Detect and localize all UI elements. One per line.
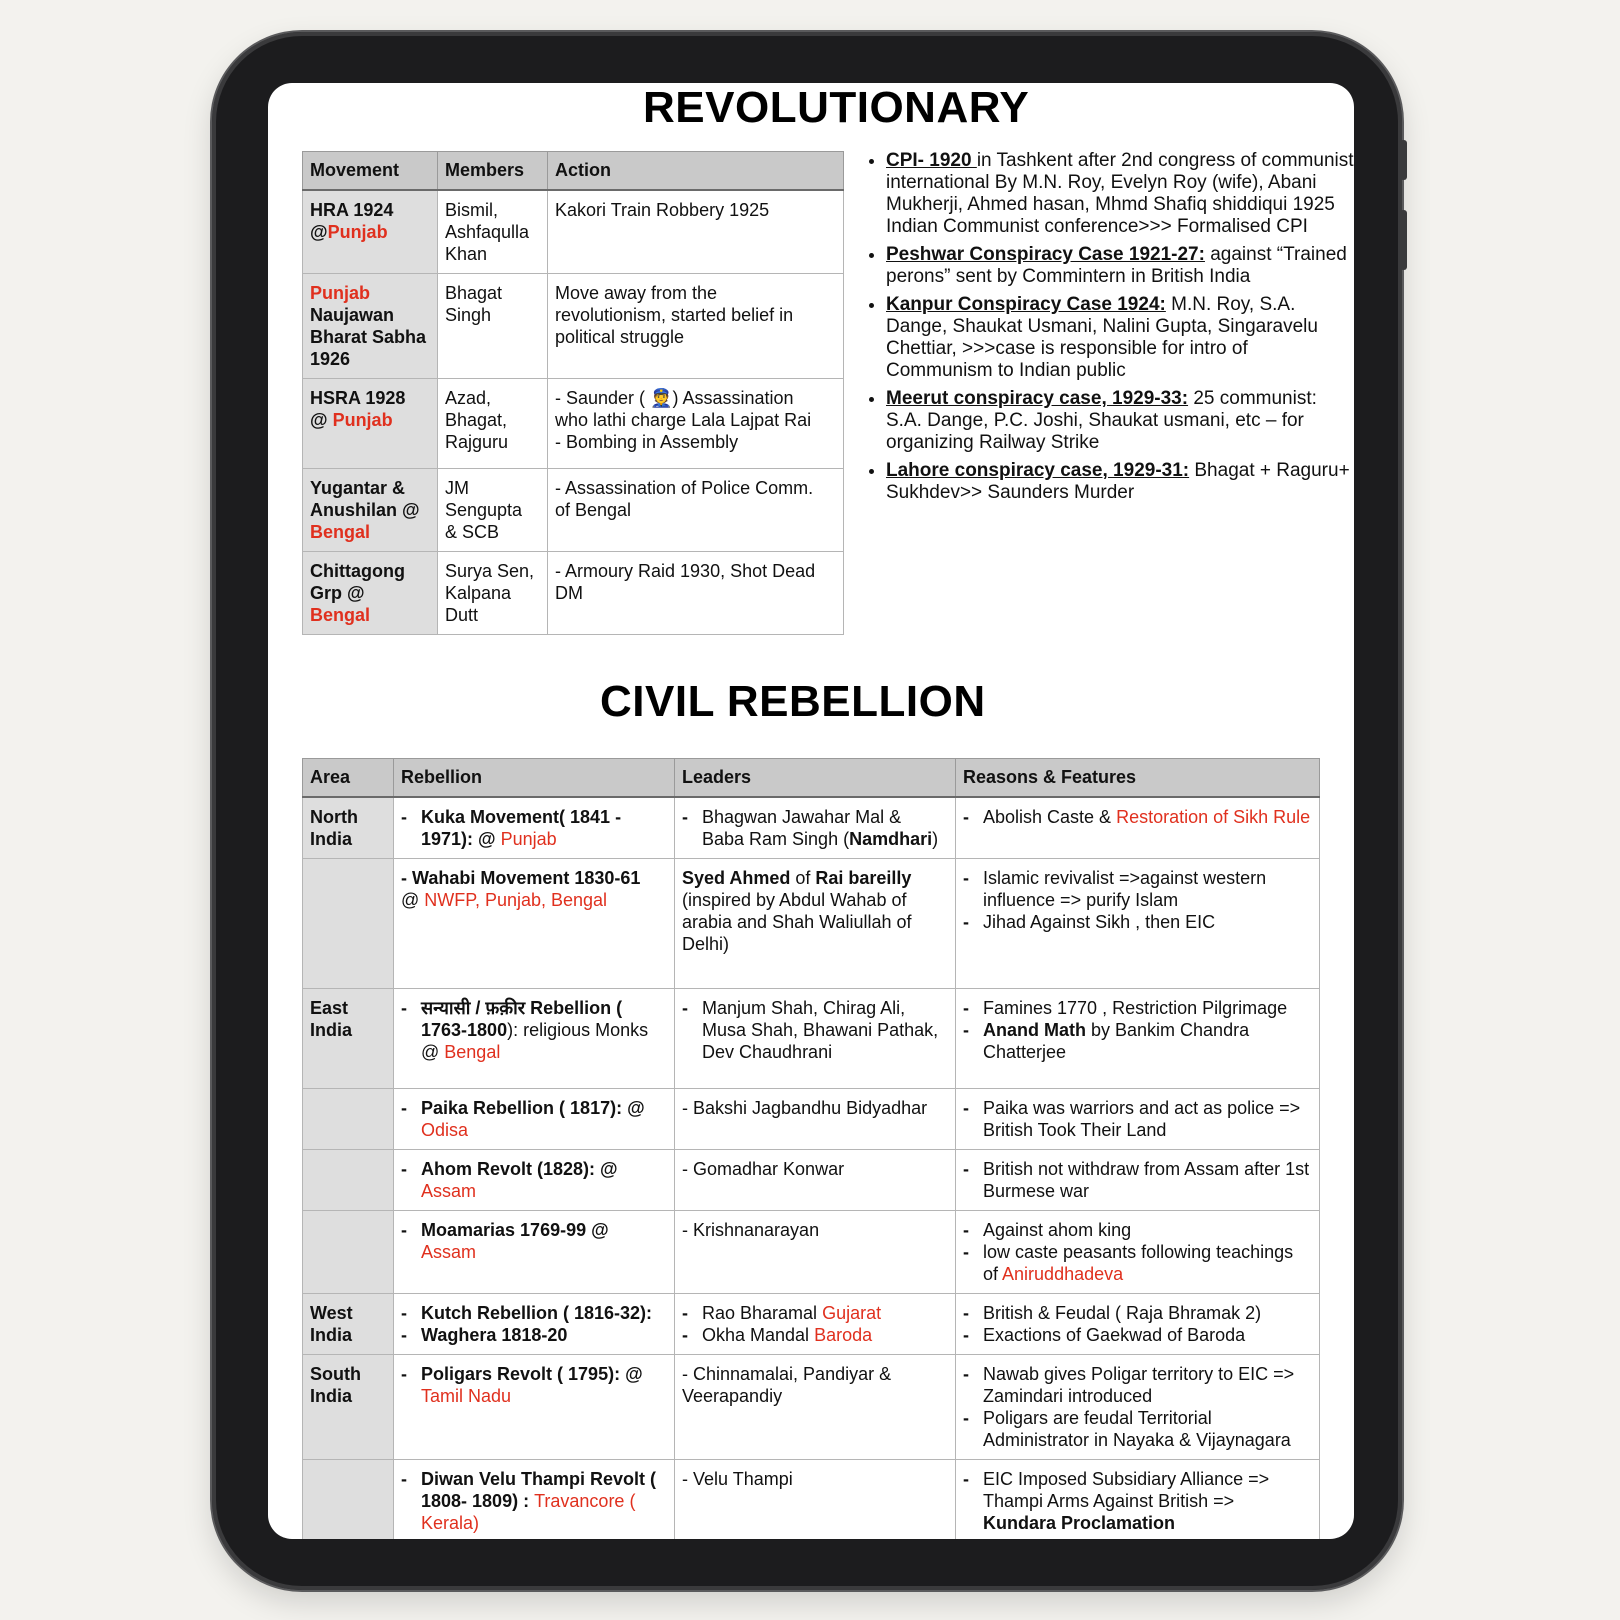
table-row xyxy=(303,1211,1320,1294)
civil-reasons-cell: - Paika was warriors and act as police => British Took Their Land xyxy=(956,1089,1320,1150)
rev-action-cell: - Saunder ( 👮) Assassination who lathi charge Lala Lajpat Rai - Bombing in Assembly xyxy=(548,379,844,469)
rev-action-cell: Kakori Train Robbery 1925 xyxy=(548,190,844,274)
civil-leaders-cell: - Gomadhar Konwar xyxy=(675,1150,956,1211)
table-row xyxy=(303,469,844,552)
rev-members-cell: Bhagat Singh xyxy=(438,274,548,379)
civil-leaders-cell: - Velu Thampi xyxy=(675,1460,956,1540)
table-row xyxy=(303,190,844,274)
civil-leaders-cell: - Bhagwan Jawahar Mal & Baba Ram Singh (Namdhari) xyxy=(675,797,956,859)
civil-header-area: Area xyxy=(303,759,394,798)
civil-rebellion-cell: - Kuka Movement( 1841 - 1971): @ Punjab xyxy=(394,797,675,859)
list-item: • CPI- 1920 in Tashkent after 2nd congress of communist international By M.N. Roy, Evelyn Roy (wife), Abani Mukherji, Ahmed hasan, Mhmd Shafiq shiddiqui 1925 Indian Communist conference>>> Formalised CPI xyxy=(886,150,1354,238)
civil-leaders-cell: - Bakshi Jagbandhu Bidyadhar xyxy=(675,1089,956,1150)
rev-members-cell: Surya Sen, Kalpana Dutt xyxy=(438,552,548,635)
civil-area-cell xyxy=(303,1460,394,1540)
rev-movement-cell: HSRA 1928 @ Punjab xyxy=(303,379,438,469)
list-item: • Kanpur Conspiracy Case 1924: M.N. Roy, S.A. Dange, Shaukat Usmani, Nalini Gupta, Singaravelu Chettiar, >>>case is responsible for intro of Communism to Indian public xyxy=(886,294,1354,382)
civil-leaders-cell: Syed Ahmed of Rai bareilly (inspired by Abdul Wahab of arabia and Shah Waliullah of Delhi) xyxy=(675,859,956,989)
civil-rebellion-cell: - Ahom Revolt (1828): @ Assam xyxy=(394,1150,675,1211)
civil-area-cell: North India xyxy=(303,797,394,859)
civil-rebellion-cell: - Kutch Rebellion ( 1816-32): - Waghera 1818-20 xyxy=(394,1294,675,1355)
civil-rebellion-cell: - Poligars Revolt ( 1795): @ Tamil Nadu xyxy=(394,1355,675,1460)
rev-movement-cell: Punjab Naujawan Bharat Sabha 1926 xyxy=(303,274,438,379)
rev-action-cell: - Assassination of Police Comm. of Bengal xyxy=(548,469,844,552)
civil-reasons-cell: - British not withdraw from Assam after 1st Burmese war xyxy=(956,1150,1320,1211)
civil-reasons-cell: - Islamic revivalist =>against western influence => purify Islam - Jihad Against Sikh , then EIC xyxy=(956,859,1320,989)
document-page[interactable] xyxy=(268,83,1354,1539)
table-row xyxy=(303,797,1320,859)
rev-members-cell: Azad, Bhagat, Rajguru xyxy=(438,379,548,469)
rev-members-cell: Bismil, Ashfaqulla Khan xyxy=(438,190,548,274)
civil-area-cell xyxy=(303,1150,394,1211)
civil-area-cell xyxy=(303,1211,394,1294)
rev-action-cell: - Armoury Raid 1930, Shot Dead DM xyxy=(548,552,844,635)
rev-members-cell: JM Sengupta & SCB xyxy=(438,469,548,552)
rev-movement-cell: Chittagong Grp @ Bengal xyxy=(303,552,438,635)
civil-reasons-cell: - Nawab gives Poligar territory to EIC => Zamindari introduced - Poligars are feudal Territorial Administrator in Nayaka & Vijaynagara xyxy=(956,1355,1320,1460)
civil-rebellion-title: CIVIL REBELLION xyxy=(600,677,986,726)
communist-cases-list xyxy=(856,150,1354,510)
civil-area-cell: West India xyxy=(303,1294,394,1355)
civil-header-leaders: Leaders xyxy=(675,759,956,798)
civil-leaders-cell: - Chinnamalai, Pandiyar & Veerapandiy xyxy=(675,1355,956,1460)
civil-reasons-cell: - Against ahom king - low caste peasants following teachings of Aniruddhadeva xyxy=(956,1211,1320,1294)
civil-rebellion-table xyxy=(302,758,1320,1539)
civil-area-cell xyxy=(303,1089,394,1150)
rev-header-movement: Movement xyxy=(303,152,438,191)
list-item: • Meerut conspiracy case, 1929-33: 25 communist: S.A. Dange, P.C. Joshi, Shaukat usmani, etc – for organizing Railway Strike xyxy=(886,388,1354,454)
table-row xyxy=(303,1150,1320,1211)
civil-leaders-cell: - Manjum Shah, Chirag Ali, Musa Shah, Bhawani Pathak, Dev Chaudhrani xyxy=(675,989,956,1089)
table-row xyxy=(303,859,1320,989)
rev-header-members: Members xyxy=(438,152,548,191)
civil-rebellion-cell: - Wahabi Movement 1830-61 @ NWFP, Punjab, Bengal xyxy=(394,859,675,989)
table-row xyxy=(303,1089,1320,1150)
table-row xyxy=(303,274,844,379)
civil-rebellion-cell: - Moamarias 1769-99 @ Assam xyxy=(394,1211,675,1294)
list-item: • Peshwar Conspiracy Case 1921-27: against “Trained perons” sent by Commintern in British India xyxy=(886,244,1354,288)
volume-button-top xyxy=(1400,140,1407,180)
civil-area-cell: South India xyxy=(303,1355,394,1460)
civil-reasons-cell: - British & Feudal ( Raja Bhramak 2) - Exactions of Gaekwad of Baroda xyxy=(956,1294,1320,1355)
revolutionary-table xyxy=(302,151,844,635)
table-row xyxy=(303,989,1320,1089)
table-row xyxy=(303,1294,1320,1355)
table-row xyxy=(303,1355,1320,1460)
list-item: • Lahore conspiracy case, 1929-31: Bhagat + Raguru+ Sukhdev>> Saunders Murder xyxy=(886,460,1354,504)
rev-action-cell: Move away from the revolutionism, started belief in political struggle xyxy=(548,274,844,379)
civil-area-cell: East India xyxy=(303,989,394,1089)
civil-area-cell xyxy=(303,859,394,989)
rev-movement-cell: Yugantar & Anushilan @ Bengal xyxy=(303,469,438,552)
civil-reasons-cell: - Abolish Caste & Restoration of Sikh Rule xyxy=(956,797,1320,859)
civil-rebellion-cell: - सन्यासी / फ़क़ीर Rebellion ( 1763-1800): religious Monks @ Bengal xyxy=(394,989,675,1089)
civil-leaders-cell: - Rao Bharamal Gujarat - Okha Mandal Baroda xyxy=(675,1294,956,1355)
rev-movement-cell: HRA 1924 @Punjab xyxy=(303,190,438,274)
civil-rebellion-cell: - Diwan Velu Thampi Revolt ( 1808- 1809) : Travancore ( Kerala) xyxy=(394,1460,675,1540)
civil-rebellion-cell: - Paika Rebellion ( 1817): @ Odisa xyxy=(394,1089,675,1150)
revolutionary-title: REVOLUTIONARY xyxy=(643,83,1030,132)
table-row xyxy=(303,552,844,635)
civil-header-reasons: Reasons & Features xyxy=(956,759,1320,798)
civil-leaders-cell: - Krishnanarayan xyxy=(675,1211,956,1294)
table-row xyxy=(303,1460,1320,1540)
table-row xyxy=(303,379,844,469)
civil-reasons-cell: - EIC Imposed Subsidiary Alliance => Thampi Arms Against British => Kundara Proclamation xyxy=(956,1460,1320,1540)
volume-button-bottom xyxy=(1400,210,1407,270)
civil-header-rebellion: Rebellion xyxy=(394,759,675,798)
rev-header-action: Action xyxy=(548,152,844,191)
civil-reasons-cell: - Famines 1770 , Restriction Pilgrimage - Anand Math by Bankim Chandra Chatterjee xyxy=(956,989,1320,1089)
